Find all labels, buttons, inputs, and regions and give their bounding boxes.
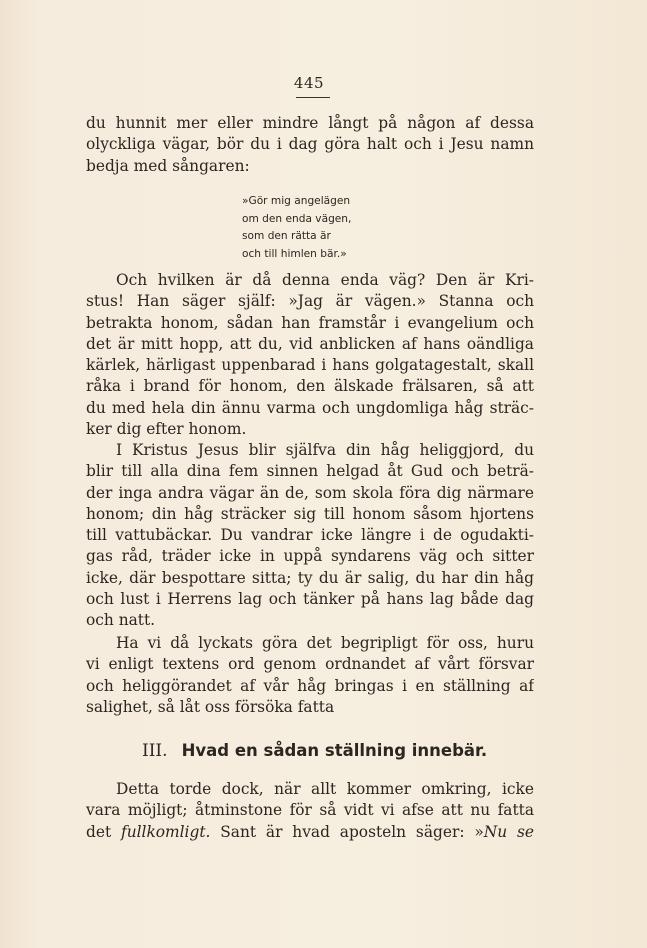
paragraph-2	[86, 440, 534, 632]
text-line: Och hvilken är då denna enda väg? Den är Kri-	[116, 271, 534, 289]
text-line: råka i brand för honom, den älskade frälsaren, så att	[86, 377, 534, 396]
text-line	[86, 822, 534, 843]
text-line: och lust i Herrens lag och tänker på hans lag både dag	[86, 590, 534, 609]
text-line: du hunnit mer eller mindre långt på någon af dessa	[86, 114, 534, 132]
text-line: bedja med sångaren:	[86, 156, 250, 175]
text-line: och heliggörandet af vår håg bringas i en ställning af	[86, 676, 534, 695]
text-line: stus! Han säger själf: »Jag är vägen.» Stanna och	[86, 292, 534, 311]
verse-quote	[242, 193, 351, 263]
page-number: 445	[293, 74, 325, 92]
emphasized-word: Nu se	[483, 822, 534, 841]
text-line: salighet, så låt oss försöka fatta	[86, 697, 335, 716]
verse-line: som den rätta är	[242, 230, 331, 243]
text-line: honom; din håg sträcker sig till honom såsom hjortens	[86, 504, 534, 523]
text-line: vara möjligt; åtminstone för så vidt vi afse att nu fatta	[86, 801, 534, 820]
text-fragment: det	[86, 822, 121, 841]
text-line: och natt.	[86, 611, 156, 630]
paragraph-3	[86, 633, 534, 718]
text-line: icke, där bespottare sitta; ty du är salig, du har din håg	[86, 568, 534, 587]
text-line: kärlek, härligast uppenbarad i hans golgatagestalt, skall	[86, 356, 534, 375]
paragraph-1	[86, 270, 534, 440]
text-line: betrakta honom, sådan han framstår i evangelium och	[86, 313, 534, 332]
emphasized-word: fullkomligt.	[121, 822, 211, 841]
section-numeral: III.	[142, 741, 168, 761]
text-line: ker dig efter honom.	[86, 420, 247, 439]
text-line: Ha vi då lyckats göra det begripligt för oss, huru	[116, 634, 534, 652]
text-line: till vattubäckar. Du vandrar icke längre i de ogudakti-	[86, 526, 534, 545]
text-line: blir till alla dina fem sinnen helgad åt Gud och beträ-	[86, 462, 534, 481]
verse-line: och till himlen bär.»	[242, 247, 347, 260]
paragraph-4	[86, 779, 534, 843]
text-line: I Kristus Jesus blir själfva din håg heliggjord, du	[116, 441, 534, 459]
text-fragment: Sant är hvad aposteln säger: »	[210, 822, 484, 841]
text-line: olyckliga vägar, bör du i dag göra halt och i Jesu namn	[86, 135, 534, 154]
text-line: det är mitt hopp, att du, vid anblicken af hans oändliga	[86, 334, 534, 353]
text-line: Detta torde dock, när allt kommer omkring, icke	[116, 780, 534, 798]
text-line: du med hela din ännu varma och ungdomliga håg sträc-	[86, 398, 534, 417]
section-heading	[142, 741, 487, 761]
intro-paragraph	[86, 113, 534, 177]
verse-line: om den enda vägen,	[242, 212, 352, 225]
text-line: der inga andra vägar än de, som skola föra dig närmare	[86, 483, 534, 502]
verse-line: »Gör mig angelägen	[242, 195, 351, 207]
page-number-rule	[296, 97, 330, 98]
section-title: Hvad en sådan ställning innebär.	[181, 741, 488, 760]
text-line: gas råd, träder icke in uppå syndarens väg och sitter	[86, 547, 534, 566]
text-line: vi enligt textens ord genom ordnandet af vårt försvar	[86, 655, 534, 674]
